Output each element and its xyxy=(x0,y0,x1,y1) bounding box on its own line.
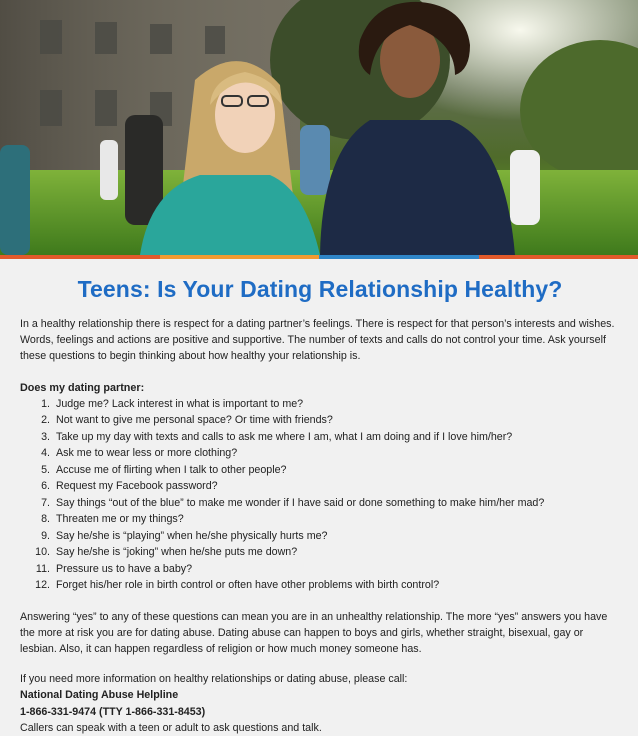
list-item: 6. Request my Facebook password? xyxy=(20,478,620,495)
answer-paragraph: Answering “yes” to any of these questions can mean you are in an unhealthy relationship. The more “yes” answers you have the more at risk you are for dating abuse. Dating abuse can happen to boys and girls, whether straight, bisexual, gay or lesbian. Also, it can happen regardless of religion or how much money someone has. xyxy=(20,609,620,658)
questions-heading: Does my dating partner: xyxy=(20,380,620,396)
list-item: 12. Forget his/her role in birth control or often have other problems with birth control? xyxy=(20,577,620,594)
list-item: 10. Say he/she is “joking” when he/she puts me down? xyxy=(20,544,620,561)
list-item: 5. Accuse me of flirting when I talk to other people? xyxy=(20,462,620,479)
hero-photo xyxy=(0,0,638,255)
list-item: 3. Take up my day with texts and calls to ask me where I am, what I am doing and if I love him/her? xyxy=(20,429,620,446)
article-body xyxy=(20,259,620,736)
list-item: 9. Say he/she is “playing” when he/she physically hurts me? xyxy=(20,528,620,545)
helpline-phone: 1-866-331-9474 (TTY 1-866-331-8453) xyxy=(20,704,620,720)
help-section xyxy=(20,671,620,736)
helpline-name: National Dating Abuse Helpline xyxy=(20,687,620,703)
help-intro: If you need more information on healthy relationships or dating abuse, please call: xyxy=(20,671,620,687)
list-item: 7. Say things “out of the blue” to make me wonder if I have said or done something to make him/her mad? xyxy=(20,495,620,512)
list-item: 2. Not want to give me personal space? Or time with friends? xyxy=(20,412,620,429)
list-item: 4. Ask me to wear less or more clothing? xyxy=(20,445,620,462)
hero-illustration xyxy=(0,0,638,255)
helpline-note: Callers can speak with a teen or adult to ask questions and talk. xyxy=(20,720,620,736)
page-title: Teens: Is Your Dating Relationship Healthy? xyxy=(20,259,620,306)
list-item: 8. Threaten me or my things? xyxy=(20,511,620,528)
questions-list xyxy=(20,396,620,594)
list-item: 1. Judge me? Lack interest in what is important to me? xyxy=(20,396,620,413)
intro-paragraph: In a healthy relationship there is respect for a dating partner’s feelings. There is respect for that person’s interests and wishes. Words, feelings and actions are positive and supportive. The number of texts and calls do not control your time. Ask yourself these questions to begin thinking about how healthy your relationship is. xyxy=(20,316,620,365)
list-item: 11. Pressure us to have a baby? xyxy=(20,561,620,578)
